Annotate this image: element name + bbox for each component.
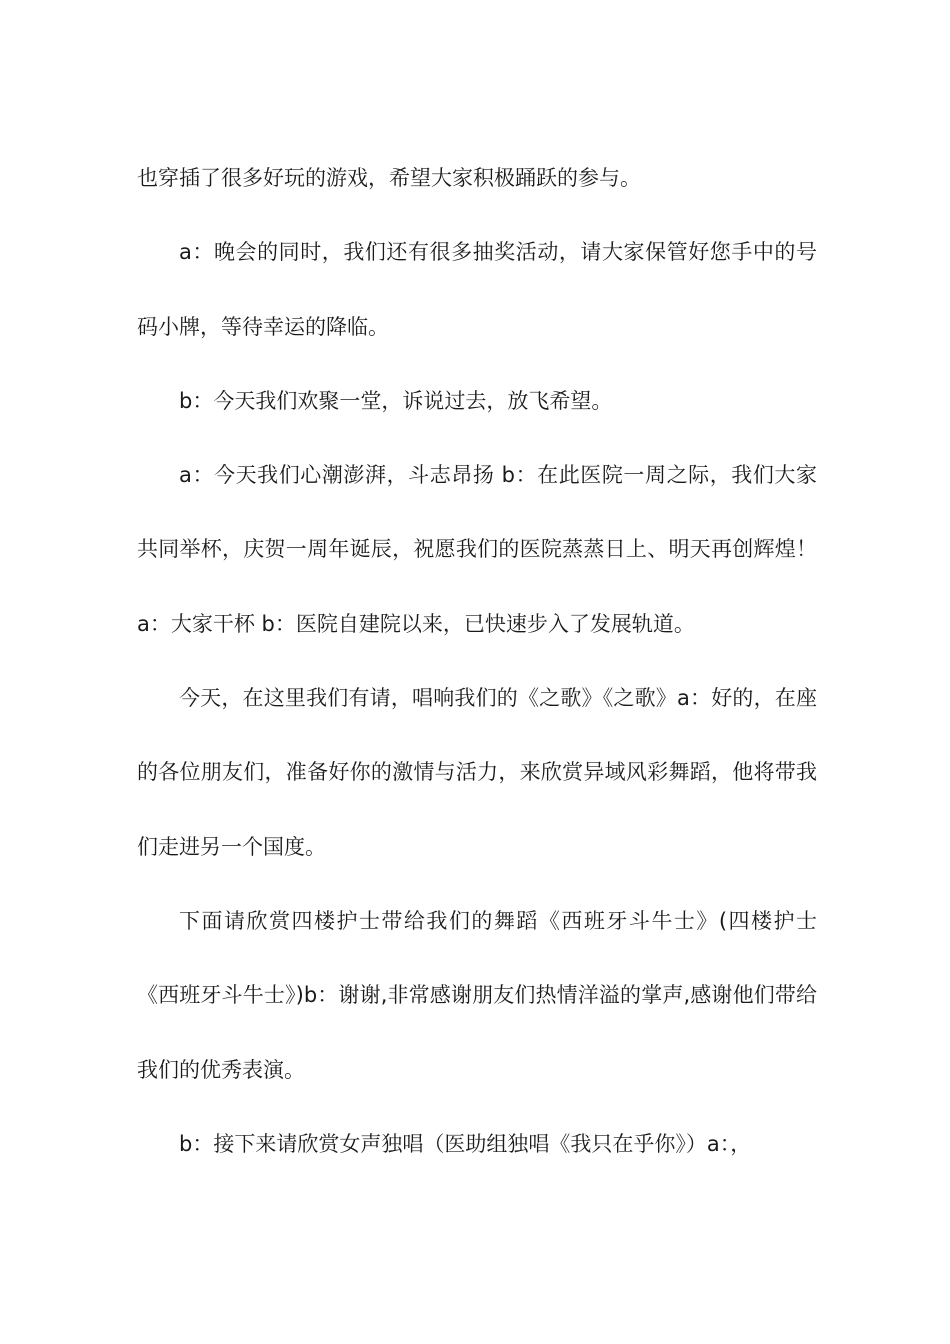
- paragraph-1: 也穿插了很多好玩的游戏，希望大家积极踊跃的参与。: [137, 166, 641, 190]
- paragraph-6: 下面请欣赏四楼护士带给我们的舞蹈《西班牙斗牛士》(四楼护士《西班牙斗牛士》)b：谢谢,非常感谢朋友们热情洋溢的掌声,感谢他们带给我们的优秀表演。: [137, 908, 817, 1082]
- document-body: [137, 141, 817, 1181]
- paragraph-4: a：今天我们心潮澎湃，斗志昂扬 b：在此医院一周之际，我们大家共同举杯，庆贺一周年诞辰，祝愿我们的医院蒸蒸日上、明天再创辉煌！a：大家干杯 b：医院自建院以来，已快速步入了发展轨道。: [137, 463, 817, 636]
- paragraph-7: b：接下来请欣赏女声独唱（医助组独唱《我只在乎你》）a：，: [179, 1131, 752, 1156]
- paragraph-2: a：晚会的同时，我们还有很多抽奖活动，请大家保管好您手中的号码小牌，等待幸运的降临。: [137, 240, 817, 339]
- paragraph-5: 今天，在这里我们有请，唱响我们的《之歌》《之歌》a：好的，在座的各位朋友们，准备好你的激情与活力，来欣赏异域风彩舞蹈，他将带我们走进另一个国度。: [137, 686, 817, 859]
- paragraph-3: b：今天我们欢聚一堂，诉说过去，放飞希望。: [179, 388, 613, 413]
